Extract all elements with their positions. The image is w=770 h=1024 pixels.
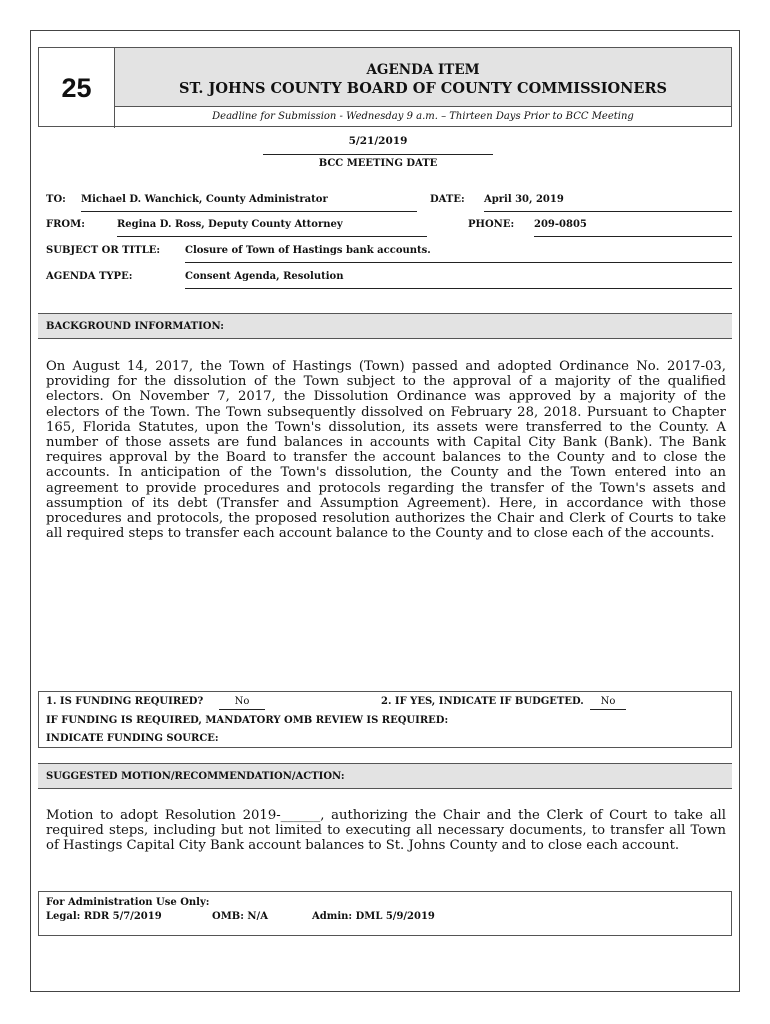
subject-label: SUBJECT OR TITLE: <box>46 245 161 256</box>
agenda-type-value: Consent Agenda, Resolution <box>185 271 732 289</box>
header-line1: AGENDA ITEM <box>366 62 480 78</box>
meeting-date-label: BCC MEETING DATE <box>318 158 438 169</box>
from-value: Regina D. Ross, Deputy County Attorney <box>117 219 427 237</box>
admin-box <box>38 891 732 936</box>
background-heading: BACKGROUND INFORMATION: <box>38 313 732 339</box>
admin-admin: Admin: DML 5/9/2019 <box>312 911 435 922</box>
admin-omb: OMB: N/A <box>212 911 268 922</box>
agenda-type-label: AGENDA TYPE: <box>46 271 133 282</box>
agenda-form <box>30 30 740 992</box>
meeting-date-rule <box>263 154 493 155</box>
budgeted-value: No <box>590 696 626 710</box>
funding-required-label: 1. IS FUNDING REQUIRED? <box>46 696 204 707</box>
to-label: TO: <box>46 194 66 205</box>
background-text: On August 14, 2017, the Town of Hastings (Town) passed and adopted Ordinance No. 2017-03, providing for the dissolution of the Town subject to the approval of a majority of the qualified electors. On November 7, 2017, the Dissolution Ordinance was approved by a majority of the electors of the Town. The Town subsequently dissolved on February 28, 2018. Pursuant to Chapter 165, Florida Statutes, upon the Town's dissolution, its assets were transferred to the County. A number of those assets are fund balances in accounts with Capital City Bank (Bank). The Bank requires approval by the Board to transfer the account balances to the County and to close the accounts. In anticipation of the Town's dissolution, the County and the Town entered into an agreement to provide procedures and protocols regarding the transfer of the Town's assets and assumption of its debt (Transfer and Assumption Agreement). Here, in accordance with those procedures and protocols, the proposed resolution authorizes the Chair and Clerk of Courts to take all required steps to transfer each account balance to the County and to close each of the accounts. <box>46 359 726 542</box>
from-label: FROM: <box>46 219 85 230</box>
subject-value: Closure of Town of Hastings bank accounts. <box>185 245 732 263</box>
funding-box <box>38 691 732 748</box>
funding-required-value: No <box>219 696 265 710</box>
motion-text: Motion to adopt Resolution 2019-______, authorizing the Chair and the Clerk of Court to take all required steps, including but not limited to executing all necessary documents, to transfer all Town of Hastings Capital City Bank account balances to St. Johns County and to close each account. <box>46 808 726 854</box>
budgeted-label: 2. IF YES, INDICATE IF BUDGETED. <box>381 696 584 707</box>
header-title <box>115 48 731 107</box>
motion-heading: SUGGESTED MOTION/RECOMMENDATION/ACTION: <box>38 763 732 789</box>
agenda-item-number: 25 <box>39 48 115 128</box>
admin-legal: Legal: RDR 5/7/2019 <box>46 911 162 922</box>
omb-note: IF FUNDING IS REQUIRED, MANDATORY OMB REVIEW IS REQUIRED: <box>46 715 449 726</box>
header-box <box>38 47 732 127</box>
funding-source-label: INDICATE FUNDING SOURCE: <box>46 733 219 744</box>
date-value: April 30, 2019 <box>484 194 732 212</box>
phone-value: 209-0805 <box>534 219 732 237</box>
date-label: DATE: <box>430 194 465 205</box>
admin-heading: For Administration Use Only: <box>46 897 210 908</box>
to-value: Michael D. Wanchick, County Administrator <box>81 194 417 212</box>
meeting-date: 5/21/2019 <box>348 135 408 147</box>
header-line2: ST. JOHNS COUNTY BOARD OF COUNTY COMMISSIONERS <box>179 80 667 97</box>
deadline-note: Deadline for Submission - Wednesday 9 a.m. – Thirteen Days Prior to BCC Meeting <box>212 111 634 122</box>
phone-label: PHONE: <box>468 219 515 230</box>
